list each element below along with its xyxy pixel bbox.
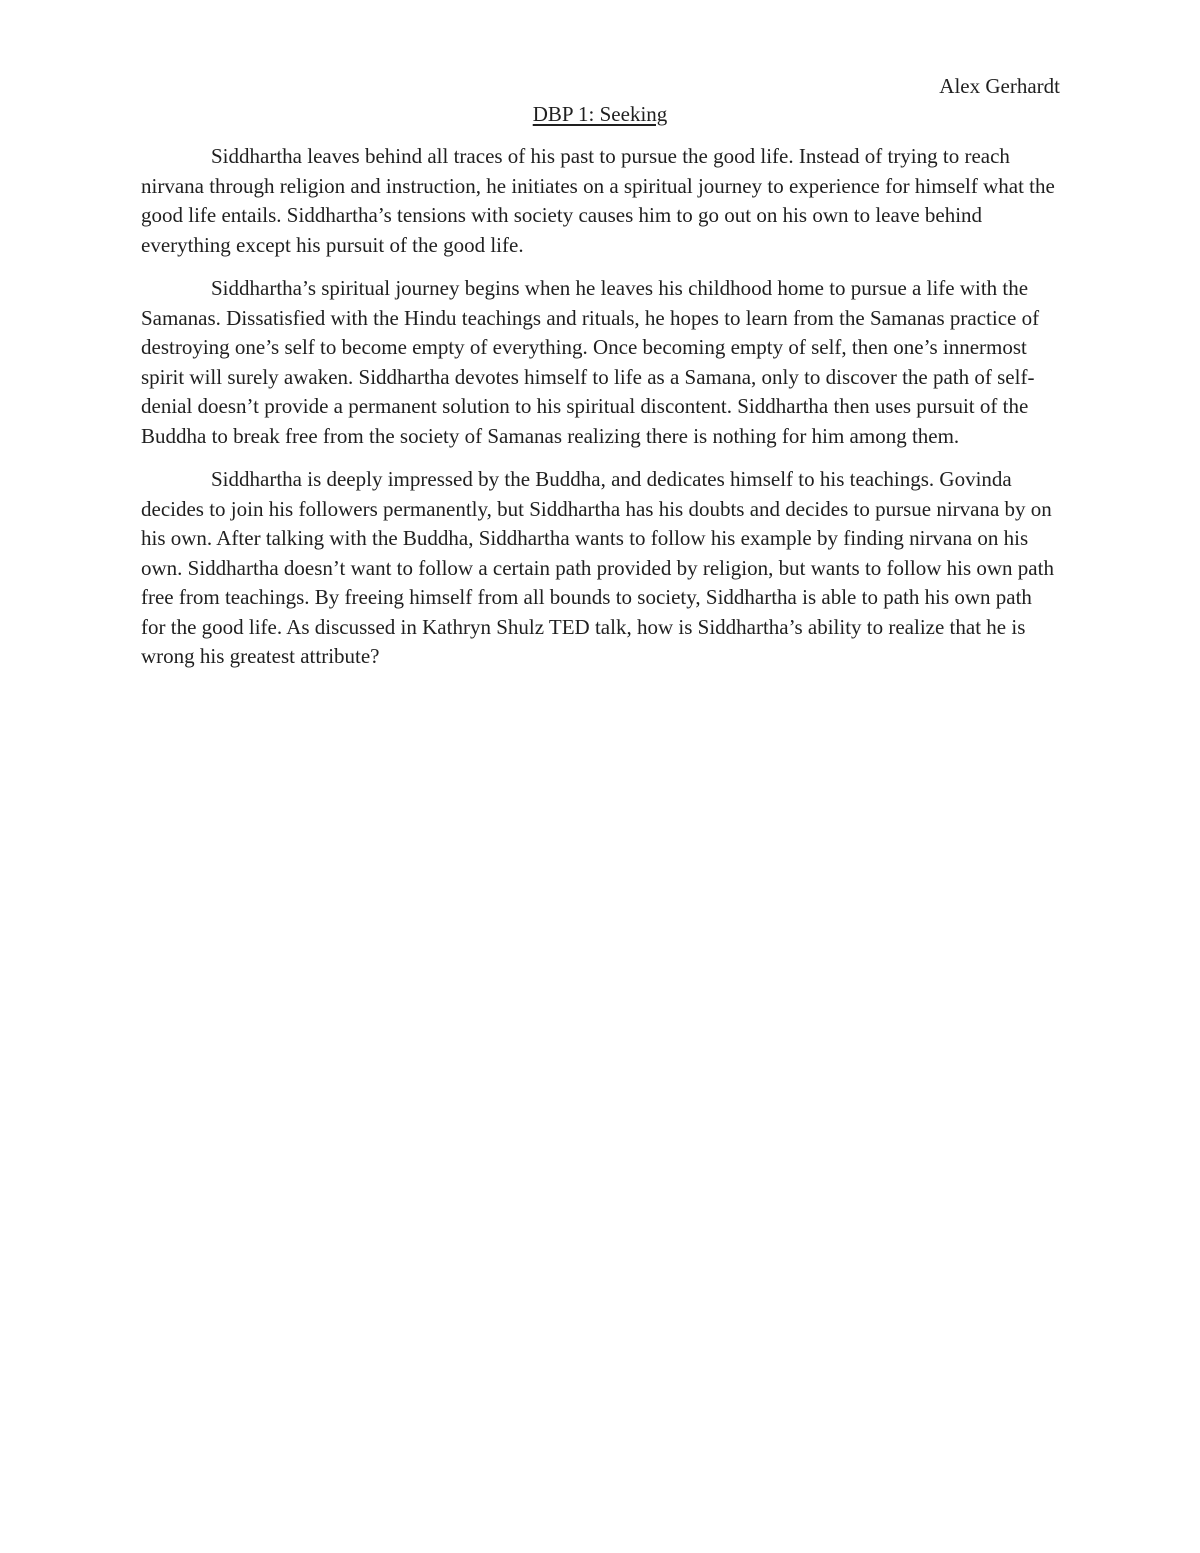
author-name: Alex Gerhardt [939, 74, 1060, 98]
document-title [0, 100, 1200, 130]
document-body [141, 142, 1059, 686]
paragraph-1: Siddhartha leaves behind all traces of his past to pursue the good life. Instead of trying to reach nirvana through religion and instruction, he initiates on a spiritual journey to experience for himself what the good life entails. Siddhartha’s tensions with society causes him to go out on his own to leave behind everything except his pursuit of the good life. [141, 144, 1055, 257]
paragraph-2: Siddhartha’s spiritual journey begins when he leaves his childhood home to pursue a life with the Samanas. Dissatisfied with the Hindu teachings and rituals, he hopes to learn from the Samanas practice of destroying one’s self to become empty of everything. Once becoming empty of self, then one’s innermost spirit will surely awaken. Siddhartha devotes himself to life as a Samana, only to discover the path of self-denial doesn’t provide a permanent solution to his spiritual discontent. Siddhartha then uses pursuit of the Buddha to break free from the society of Samanas realizing there is nothing for him among them. [141, 276, 1040, 448]
paragraph-3: Siddhartha is deeply impressed by the Buddha, and dedicates himself to his teachings. Govinda decides to join his followers permanently, but Siddhartha has his doubts and decides to pursue nirvana by on his own. After talking with the Buddha, Siddhartha wants to follow his example by finding nirvana on his own. Siddhartha doesn’t want to follow a certain path provided by religion, but wants to follow his own path free from teachings. By freeing himself from all bounds to society, Siddhartha is able to path his own path for the good life. As discussed in Kathryn Shulz TED talk, how is Siddhartha’s ability to realize that he is wrong his greatest attribute? [141, 467, 1054, 668]
document-title-text: DBP 1: Seeking [532, 102, 668, 126]
